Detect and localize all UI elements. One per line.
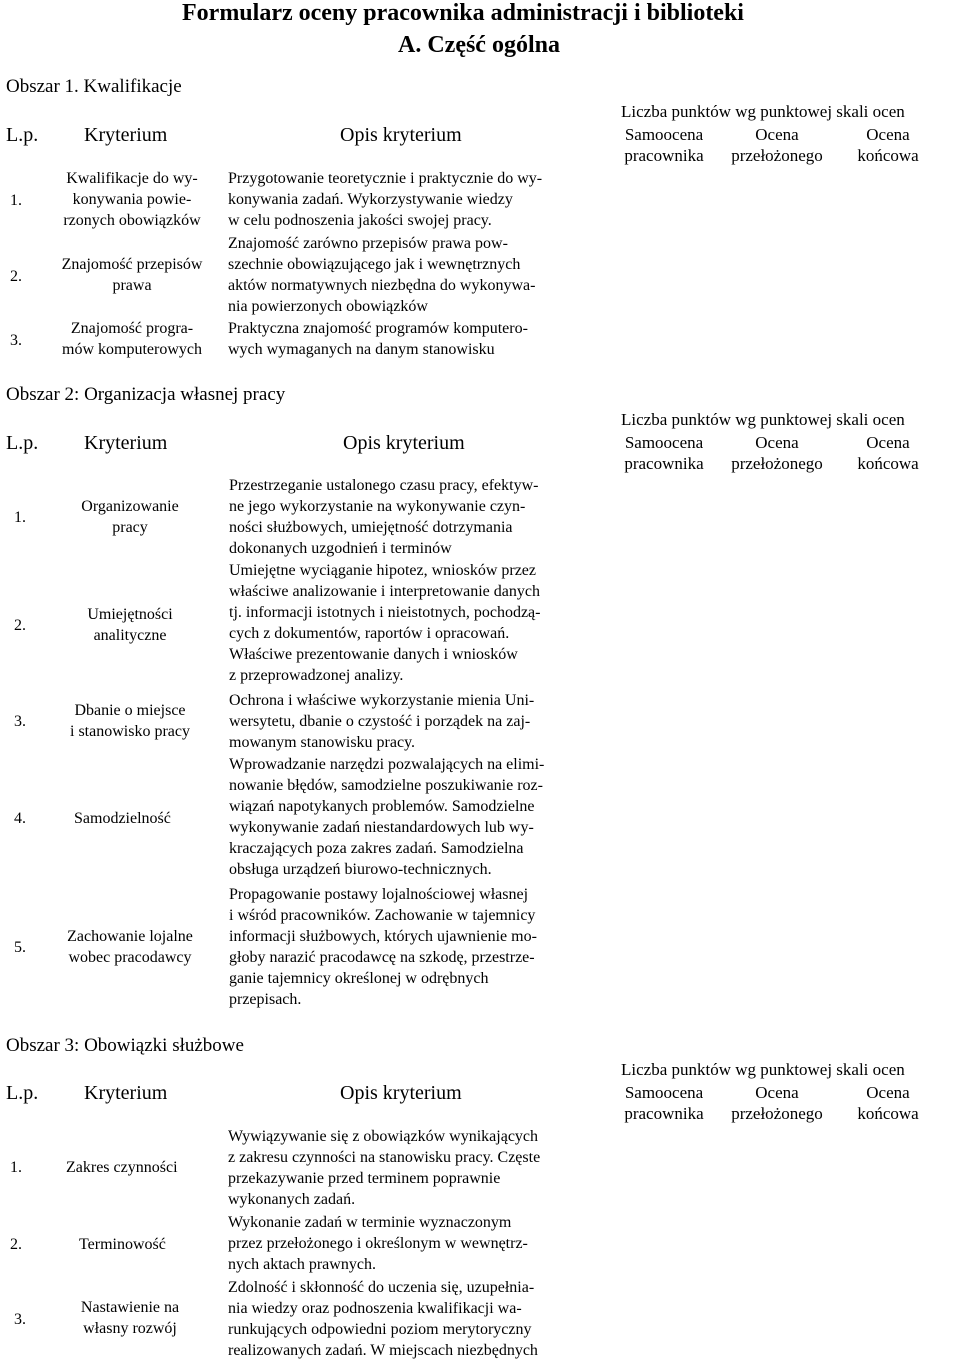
row-number: 5. bbox=[14, 939, 26, 956]
self-assessment-header: Samoocena pracownika bbox=[624, 125, 704, 165]
row-description: Propagowanie postawy lojalnościowej własnej i wśród pracowników. Zachowanie w tajemnicy informacji służbowych, których ujawnienie mo- głoby narazić pracodawcę na szkodę, przestrze- ganie tajemnicy określonej w odrębnych przepisach. bbox=[229, 886, 537, 1008]
supervisor-assessment-header: Ocena przełożonego bbox=[731, 125, 823, 165]
row-description: Zdolność i skłonność do uczenia się, uzupełnia- nia wiedzy oraz podnoszenia kwalifikacji wa- runkujących odpowiedni poziom merytoryczny realizowanych zadań. W miejscach niezbędnych bbox=[228, 1279, 538, 1359]
row-criterion: Nastawienie na własny rozwój bbox=[80, 1299, 180, 1337]
description-header: Opis kryterium bbox=[340, 1082, 462, 1104]
row-description: Umiejętne wyciąganie hipotez, wniosków przez właściwe analizowanie i interpretowanie danych tj. informacji istotnych i nieistotnych, pochodzą- cych z dokumentów, raportów i opracowań. Właściwe prezentowanie danych i wniosków z przeprowadzonej analizy. bbox=[229, 562, 541, 684]
row-description: Wprowadzanie narzędzi pozwalających na elimi- nowanie błędów, samodzielne poszukiwanie roz- wiązań napotykanych problemów. Samodzielne wykonywanie zadań niestandardowych lub wy- kraczających poza zakres zadań. Samodzielna obsługa urządzeń biurowo-technicznych. bbox=[229, 756, 545, 878]
row-criterion: Terminowość bbox=[79, 1236, 166, 1253]
row-number: 1. bbox=[10, 192, 22, 209]
row-description: Ochrona i właściwe wykorzystanie mienia Uni- wersytetu, dbanie o czystość i porządek na zaj- mowanym stanowisku pracy. bbox=[229, 692, 535, 751]
row-number: 3. bbox=[10, 332, 22, 349]
final-assessment-header: Ocena końcowa bbox=[857, 125, 919, 165]
row-criterion: Kwalifikacje do wy- konywania powie- rzonych obowiązków bbox=[63, 170, 201, 229]
document-title: Formularz oceny pracownika administracji i biblioteki bbox=[182, 0, 744, 26]
row-criterion: Organizowanie pracy bbox=[81, 498, 179, 536]
row-criterion: Zakres czynności bbox=[66, 1159, 178, 1176]
row-description: Przestrzeganie ustalonego czasu pracy, efektyw- ne jego wykorzystanie na wykonywanie czyn- ności służbowych, umiejętność dotrzymania dokonanych uzgodnień i terminów bbox=[229, 477, 539, 557]
points-header: Liczba punktów wg punktowej skali ocen bbox=[621, 102, 905, 121]
row-description: Wywiązywanie się z obowiązków wynikających z zakresu czynności na stanowisku pracy. Częste przekazywanie przed terminem poprawnie wykonanych zadań. bbox=[228, 1128, 541, 1208]
row-number: 1. bbox=[10, 1159, 22, 1176]
supervisor-assessment-header: Ocena przełożonego bbox=[731, 1083, 823, 1123]
points-header: Liczba punktów wg punktowej skali ocen bbox=[621, 410, 905, 429]
lp-header: L.p. bbox=[6, 124, 39, 146]
section-title: Obszar 2: Organizacja własnej pracy bbox=[6, 384, 286, 405]
description-header: Opis kryterium bbox=[340, 124, 462, 146]
row-number: 3. bbox=[14, 713, 26, 730]
row-number: 2. bbox=[14, 617, 26, 634]
row-criterion: Zachowanie lojalne wobec pracodawcy bbox=[67, 928, 193, 966]
section-title: Obszar 3: Obowiązki służbowe bbox=[6, 1035, 244, 1056]
document-subtitle: A. Część ogólna bbox=[398, 32, 560, 58]
row-description: Wykonanie zadań w terminie wyznaczonym przez przełożonego i określonym w wewnętrz- nych aktach prawnych. bbox=[228, 1214, 528, 1273]
row-criterion: Samodzielność bbox=[74, 810, 171, 827]
criterion-header: Kryterium bbox=[84, 432, 168, 454]
self-assessment-header: Samoocena pracownika bbox=[624, 433, 704, 473]
row-criterion: Umiejętności analityczne bbox=[87, 606, 173, 644]
row-number: 4. bbox=[14, 810, 26, 827]
row-description: Praktyczna znajomość programów komputero- wych wymaganych na danym stanowisku bbox=[228, 320, 528, 358]
row-description: Przygotowanie teoretycznie i praktycznie do wy- konywania zadań. Wykorzystywanie wiedzy w celu podnoszenia jakości swojej pracy. bbox=[228, 170, 543, 229]
row-criterion: Znajomość przepisów prawa bbox=[61, 256, 203, 294]
row-number: 2. bbox=[10, 268, 22, 285]
criterion-header: Kryterium bbox=[84, 124, 168, 146]
row-number: 1. bbox=[14, 509, 26, 526]
section-title: Obszar 1. Kwalifikacje bbox=[6, 76, 182, 97]
supervisor-assessment-header: Ocena przełożonego bbox=[731, 433, 823, 473]
row-criterion: Dbanie o miejsce i stanowisko pracy bbox=[70, 702, 190, 740]
lp-header: L.p. bbox=[6, 432, 39, 454]
final-assessment-header: Ocena końcowa bbox=[857, 1083, 919, 1123]
self-assessment-header: Samoocena pracownika bbox=[624, 1083, 704, 1123]
criterion-header: Kryterium bbox=[84, 1082, 168, 1104]
lp-header: L.p. bbox=[6, 1082, 39, 1104]
row-number: 3. bbox=[14, 1311, 26, 1328]
row-number: 2. bbox=[10, 1236, 22, 1253]
row-criterion: Znajomość progra- mów komputerowych bbox=[62, 320, 202, 358]
points-header: Liczba punktów wg punktowej skali ocen bbox=[621, 1060, 905, 1079]
row-description: Znajomość zarówno przepisów prawa pow- szechnie obowiązującego jak i wewnętrznych aktów normatywnych niezbędna do wykonywa- nia powierzonych obowiązków bbox=[228, 235, 536, 315]
description-header: Opis kryterium bbox=[343, 432, 465, 454]
final-assessment-header: Ocena końcowa bbox=[857, 433, 919, 473]
